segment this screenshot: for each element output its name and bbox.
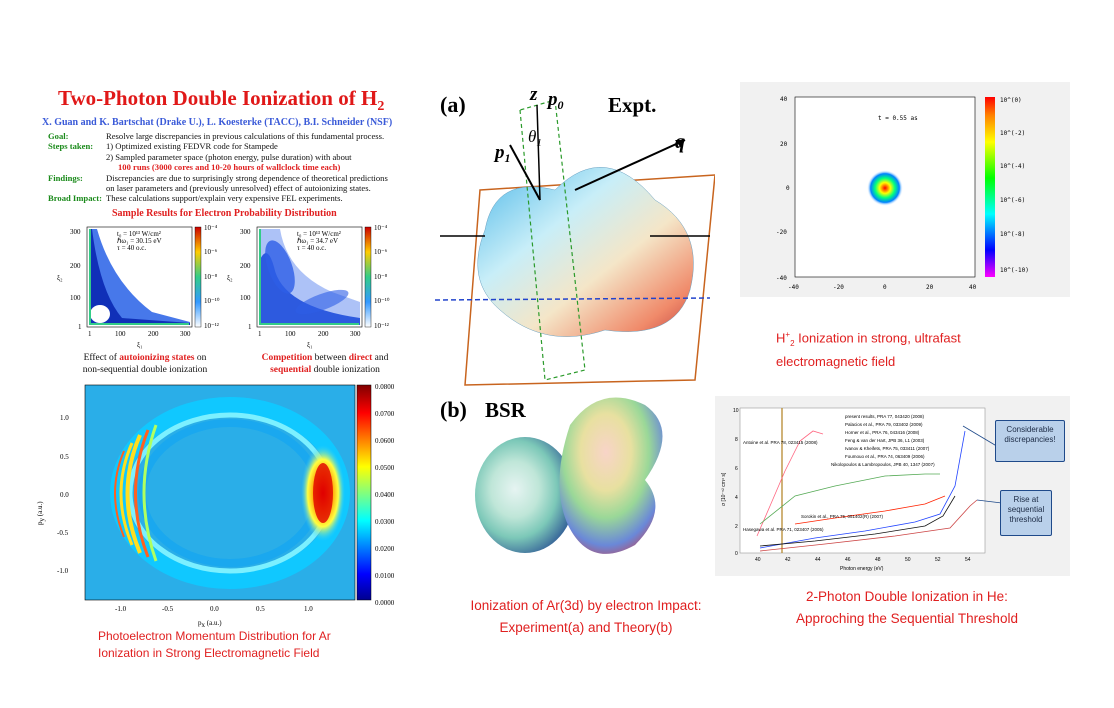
x-tick: 46 <box>845 557 851 563</box>
wavepacket <box>867 170 903 206</box>
ar-bsr-figure <box>430 385 710 575</box>
x-tick: 54 <box>965 557 971 563</box>
edge-band <box>259 323 359 325</box>
label-theta: $\theta_1$ <box>528 127 542 149</box>
x-tick: 48 <box>875 557 881 563</box>
label-r2: ℏω₁ = 34.7 eV <box>297 237 339 245</box>
label-z: z <box>530 84 538 105</box>
impact-label: Broad Impact: <box>48 193 103 204</box>
y-tick: 4 <box>735 495 738 501</box>
x-tick: 40 <box>755 557 761 563</box>
step2-red-text: 100 runs (3000 cores and 10-20 hours of wallclock time each) <box>118 162 341 173</box>
legend-entry: Horner et al., PRA 76, 043416 (2008) <box>845 430 920 435</box>
colorbar <box>985 97 995 277</box>
y-tick: 100 <box>70 294 81 302</box>
time-label: t = 0.55 as <box>878 115 918 122</box>
goal-text: Resolve large discrepancies in previous calculations of this fundamental process. <box>106 131 385 141</box>
y-tick: -20 <box>776 229 787 236</box>
y-tick: 1 <box>248 323 252 331</box>
impact-text: These calculations support/explain very expensive FEL experiments. <box>106 193 343 204</box>
y-tick: 1 <box>78 323 82 331</box>
cb-tick: 0.0400 <box>375 491 395 499</box>
x-tick: 1.0 <box>304 605 313 613</box>
small-right-caption: Competition between direct and sequential double ionization <box>261 353 389 375</box>
legend-entry: Palacios et al., PRA 79, 033402 (2009) <box>845 422 923 427</box>
x-tick: 50 <box>905 557 911 563</box>
label-b: (b) <box>440 397 467 422</box>
label-l2: ℏω₁ = 30.15 eV <box>117 237 162 245</box>
y-tick: 300 <box>70 228 81 236</box>
label-bsr: BSR <box>485 398 526 422</box>
y-tick: 300 <box>240 228 251 236</box>
x-tick: 200 <box>148 330 159 338</box>
x-tick: 44 <box>815 557 821 563</box>
discrepancy-box: Considerable discrepancies! <box>995 420 1065 462</box>
goal-label: Goal: <box>48 131 69 141</box>
y-tick: 0 <box>735 551 738 557</box>
cb-tick: 10⁻⁴ <box>204 224 218 232</box>
label-l3: τ = 40 o.c. <box>117 244 147 252</box>
cb-tick: 10^(-6) <box>1000 197 1026 204</box>
step1-text: 1) Optimized existing FEDVR code for Stampede <box>106 141 278 152</box>
x-tick: -20 <box>833 284 844 291</box>
cb-tick: 10⁻⁶ <box>204 248 218 256</box>
cb-tick: 10^(-10) <box>1000 267 1029 274</box>
x-tick: -40 <box>788 284 799 291</box>
findings-label: Findings: <box>48 172 83 183</box>
cb-tick: 0.0800 <box>375 383 395 391</box>
ar-caption: Ionization of Ar(3d) by electron Impact: Experiment(a) and Theory(b) <box>470 598 702 635</box>
edge-band <box>89 323 189 325</box>
y-tick: 0.5 <box>60 453 69 461</box>
y-tick: 8 <box>735 437 738 443</box>
cb-tick: 10⁻⁴ <box>374 224 388 232</box>
x-tick: 52 <box>935 557 941 563</box>
momentum-caption: Photoelectron Momentum Distribution for Ar Ionization in Strong Electromagnetic Field <box>98 629 331 660</box>
x-tick: 300 <box>350 330 361 338</box>
x-tick: 0.5 <box>256 605 265 613</box>
x-tick: 300 <box>180 330 191 338</box>
poster-summary <box>48 131 418 204</box>
poster-title: Two-Photon Double Ionization of $H_2$ <box>58 86 385 115</box>
cb-tick: 0.0200 <box>375 545 395 553</box>
momentum-plot <box>20 375 420 630</box>
annotation-sorokin: Sorokin et al., PRA 75, 051402(R) (2007) <box>801 514 884 519</box>
y-tick: -1.0 <box>57 567 69 575</box>
label-p0: $p_0$ <box>548 89 564 112</box>
he-caption: 2-Photon Double Ionization in He: Approching the Sequential Threshold <box>796 589 1018 626</box>
small-plot-right <box>222 222 397 352</box>
label-r1: t₀ = 10¹³ W/cm² <box>297 230 341 238</box>
legend-entry: present results, PRA 77, 043420 (2008) <box>845 414 925 419</box>
steps-label: Steps taken: <box>48 141 94 152</box>
x-label: px (a.u.) <box>198 619 222 629</box>
label-l1: t₀ = 10¹³ W/cm² <box>117 230 161 238</box>
y-tick: 20 <box>780 141 788 148</box>
label-p1: $p_1$ <box>495 142 511 165</box>
annotation-antoine: Antoine et al. PRA 78, 023415 (2008) <box>743 440 818 445</box>
cb-tick: 0.0700 <box>375 410 395 418</box>
y-tick: -40 <box>776 275 787 282</box>
cb-tick: 10⁻⁸ <box>204 273 218 281</box>
hole <box>90 305 110 323</box>
step2-text: 2) Sampled parameter space (photon energy, pulse duration) with about <box>106 151 352 162</box>
threshold-box: Rise at sequential threshold <box>1000 490 1052 536</box>
ar-expt-figure <box>425 80 715 390</box>
cb-tick: 0.0500 <box>375 464 395 472</box>
findings-text-1: Discrepancies are due to surprisingly strong dependence of theoretical predictions <box>106 172 388 183</box>
legend-entry: Feng & van der Hart, JPB 36, L1 (2003) <box>845 438 925 443</box>
y-tick: -0.5 <box>57 529 69 537</box>
colorbar <box>357 385 371 600</box>
y-tick: 1.0 <box>60 414 69 422</box>
y-tick: 6 <box>735 466 738 472</box>
h2plus-caption: $H^+_2$ Ionization in strong, ultrafast electromagnetic field <box>776 330 961 369</box>
x-tick: 20 <box>926 284 934 291</box>
x-tick: 200 <box>318 330 329 338</box>
cb-tick: 10⁻¹² <box>374 322 389 330</box>
x-tick: 1 <box>88 330 92 338</box>
x-tick: 100 <box>285 330 296 338</box>
y-tick: 40 <box>780 96 788 103</box>
annotation-hasegawa: Hasegawa et al. PRA 71, 023407 (2005) <box>743 527 824 532</box>
x-label: ξ₁ <box>307 341 313 349</box>
cb-tick: 10^(-4) <box>1000 163 1026 170</box>
y-label: py (a.u.) <box>36 501 46 525</box>
label-r3: τ = 40 o.c. <box>297 244 327 252</box>
edge-band-v <box>89 229 91 325</box>
y-label: σ [10⁻⁵² cm⁴ s] <box>721 472 727 506</box>
poster-authors: X. Guan and K. Bartschat (Drake U.), L. Koesterke (TACC), B.I. Schneider (NSF) <box>42 117 393 128</box>
x-label: Photon energy (eV) <box>840 566 884 572</box>
x-tick: 42 <box>785 557 791 563</box>
x-tick: 0.0 <box>210 605 219 613</box>
cb-tick: 10^(-8) <box>1000 231 1026 238</box>
small-left-caption: Effect of autoionizing states on non-sequential double ionization <box>82 353 208 375</box>
edge-band-v <box>259 229 261 325</box>
y-label: ξ₂ <box>227 274 233 282</box>
cb-tick: 10⁻¹² <box>204 322 219 330</box>
small-plot-left <box>52 222 227 352</box>
x-tick: 0 <box>883 284 887 291</box>
colorbar <box>195 227 201 327</box>
expt-surface <box>478 167 694 336</box>
cb-tick: 10^(-2) <box>1000 130 1026 137</box>
legend-entry: Foumouo et al., PRA 74, 063409 (2006) <box>845 454 925 459</box>
y-tick: 0 <box>786 185 790 192</box>
bsr-lobe-right <box>559 397 662 553</box>
findings-text-2: on laser parameters and (previously unresolved) effect of autoionizing states. <box>106 183 371 194</box>
y-tick: 100 <box>240 294 251 302</box>
y-tick: 10 <box>733 408 739 414</box>
sample-heading: Sample Results for Electron Probability Distribution <box>112 208 337 219</box>
h2plus-plot <box>740 82 1070 297</box>
cb-tick: 10⁻⁶ <box>374 248 388 256</box>
cb-tick: 0.0000 <box>375 599 395 607</box>
cb-tick: 0.0600 <box>375 437 395 445</box>
legend-entry: Ivanov & Kheifets, PRA 75, 033411 (2007) <box>845 446 930 451</box>
cb-tick: 10^(0) <box>1000 97 1022 104</box>
x-tick: 1 <box>258 330 262 338</box>
colorbar <box>365 227 371 327</box>
cb-tick: 10⁻¹⁰ <box>374 297 390 305</box>
y-label: ξ₂ <box>57 274 63 282</box>
cb-tick: 10⁻¹⁰ <box>204 297 220 305</box>
x-label: ξ₁ <box>137 341 143 349</box>
hotspot-core <box>313 463 333 523</box>
label-a: (a) <box>440 92 466 117</box>
x-tick: -1.0 <box>115 605 127 613</box>
y-tick: 2 <box>735 524 738 530</box>
x-tick: -0.5 <box>162 605 174 613</box>
y-tick: 200 <box>70 262 81 270</box>
bsr-lobe-left <box>475 437 575 553</box>
legend-entry: Nikolopoulos & Lambropoulos, JPB 40, 1347 (2007) <box>831 462 935 467</box>
x-tick: 40 <box>969 284 977 291</box>
label-expt: Expt. <box>608 93 657 117</box>
x-tick: 100 <box>115 330 126 338</box>
cb-tick: 10⁻⁸ <box>374 273 388 281</box>
y-tick: 200 <box>240 262 251 270</box>
y-tick: 0.0 <box>60 491 69 499</box>
label-q: q <box>675 131 685 153</box>
cb-tick: 0.0300 <box>375 518 395 526</box>
cb-tick: 0.0100 <box>375 572 395 580</box>
